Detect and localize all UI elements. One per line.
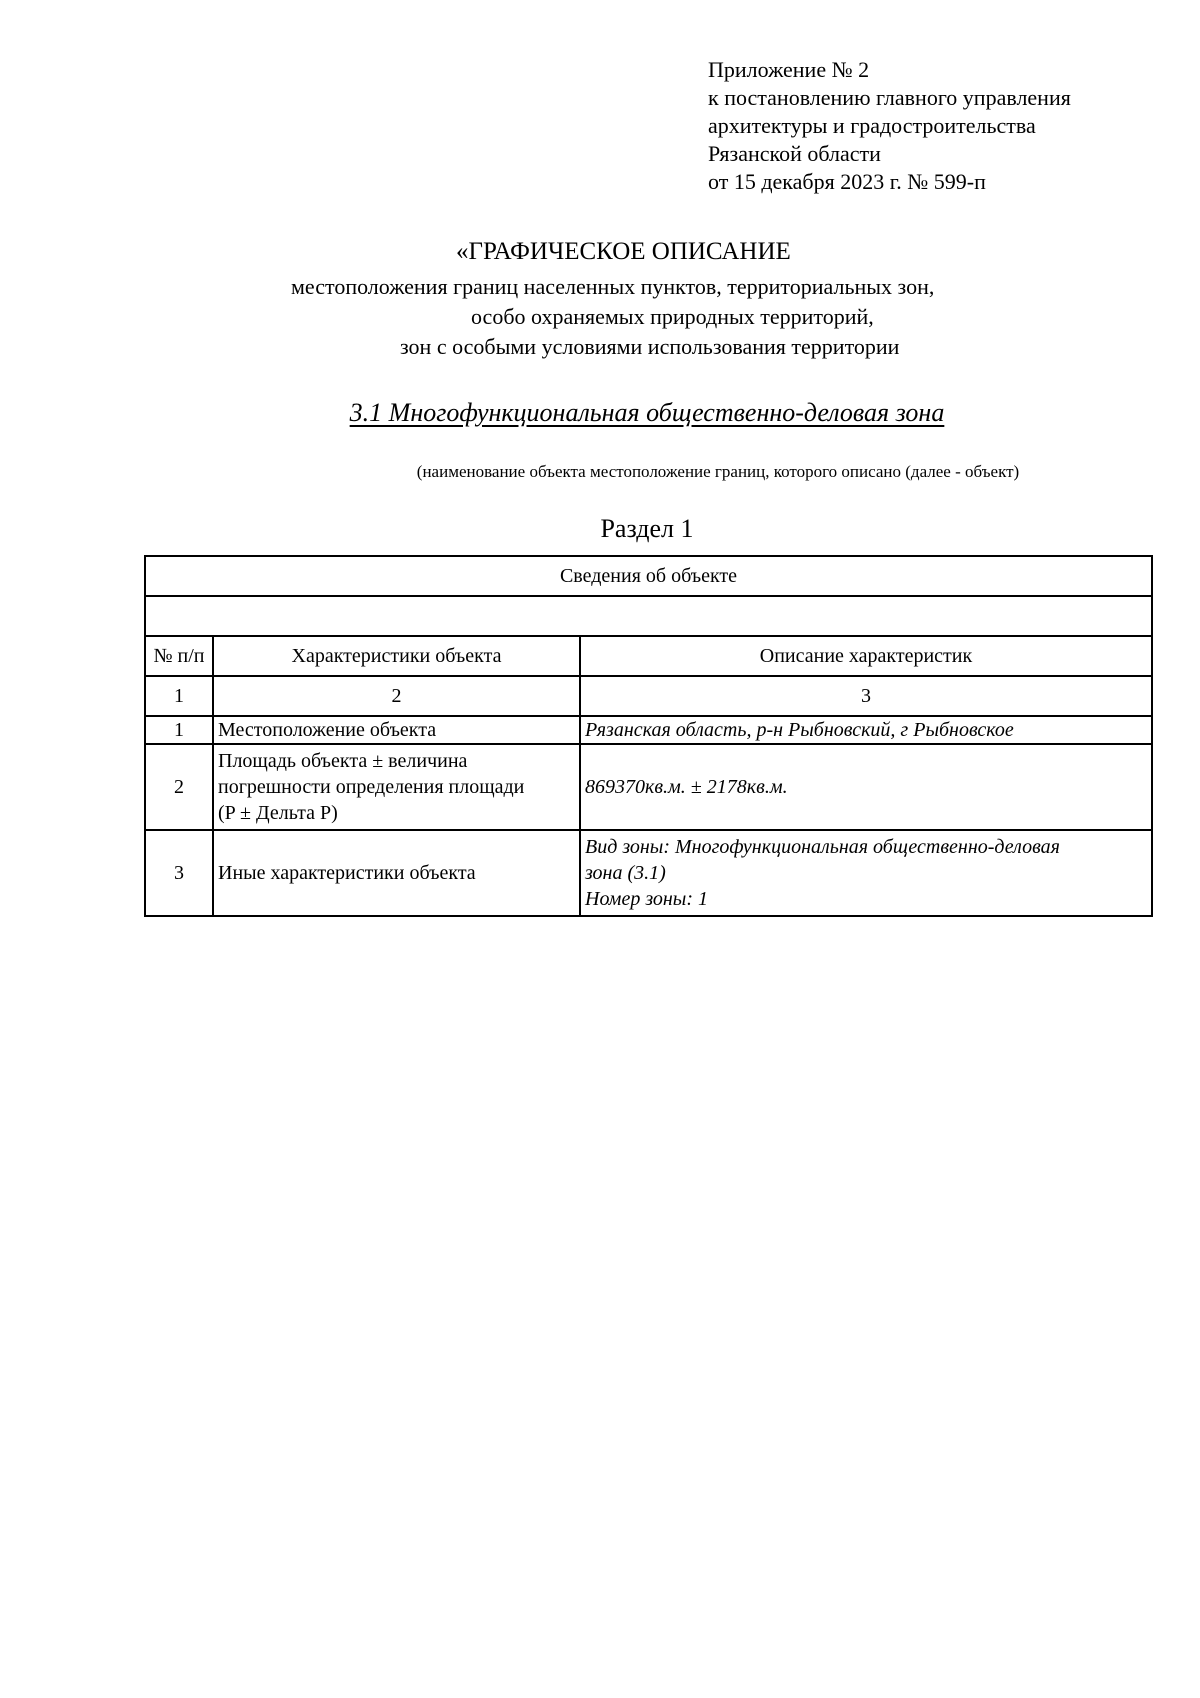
- table-heading: Сведения об объекте: [145, 556, 1152, 596]
- row-description-line: Вид зоны: Многофункциональная общественно-деловая: [585, 836, 1060, 858]
- column-header-characteristic: Характеристики объекта: [213, 636, 580, 676]
- row-description-line: Рязанская область, р-н Рыбновский, г Рыбновское: [585, 719, 1014, 741]
- column-number: 3: [580, 676, 1152, 716]
- appendix-block: [708, 56, 1071, 196]
- column-number: 1: [145, 676, 213, 716]
- object-name-caption: (наименование объекта местоположение границ, которого описано (далее - объект): [416, 462, 1020, 481]
- table-row: [145, 830, 1152, 916]
- object-name: 3.1 Многофункциональная общественно-деловая зона: [349, 398, 945, 427]
- table-column-header-row: [145, 636, 1152, 676]
- appendix-line: к постановлению главного управления: [708, 85, 1071, 110]
- row-description-line: зона (3.1): [585, 862, 666, 884]
- row-characteristic-line: (P ± Дельта P): [218, 802, 338, 824]
- row-description: [580, 744, 1152, 830]
- object-info-table: [144, 555, 1153, 917]
- row-number: 1: [145, 716, 213, 744]
- title-line-4: зон с особыми условиями использования территории: [400, 334, 900, 359]
- table-empty-row: [145, 596, 1152, 636]
- row-description-line: Номер зоны: 1: [585, 888, 708, 910]
- table-empty-cell: [145, 596, 1152, 636]
- title-main: «ГРАФИЧЕСКОЕ ОПИСАНИЕ: [456, 238, 791, 265]
- row-characteristic: [213, 744, 580, 830]
- table-row: [145, 744, 1152, 830]
- row-description: [580, 830, 1152, 916]
- row-description: [580, 716, 1152, 744]
- table-row: [145, 716, 1152, 744]
- row-description-line: 869370кв.м. ± 2178кв.м.: [585, 776, 788, 798]
- title-line-3: особо охраняемых природных территорий,: [471, 304, 874, 329]
- row-number: 3: [145, 830, 213, 916]
- title-line-2: местоположения границ населенных пунктов, территориальных зон,: [291, 274, 935, 299]
- appendix-line: Рязанской области: [708, 141, 881, 166]
- appendix-line: от 15 декабря 2023 г. № 599-п: [708, 169, 986, 194]
- row-characteristic: Местоположение объекта: [213, 716, 580, 744]
- column-number: 2: [213, 676, 580, 716]
- row-characteristic-line: погрешности определения площади: [218, 776, 525, 798]
- appendix-line: Приложение № 2: [708, 57, 870, 82]
- row-characteristic-line: Площадь объекта ± величина: [218, 750, 468, 772]
- row-number: 2: [145, 744, 213, 830]
- table-heading-row: [145, 556, 1152, 596]
- column-header-description: Описание характеристик: [580, 636, 1152, 676]
- section-title: Раздел 1: [600, 514, 694, 543]
- appendix-line: архитектуры и градостроительства: [708, 113, 1036, 138]
- table-column-number-row: [145, 676, 1152, 716]
- row-characteristic: Иные характеристики объекта: [213, 830, 580, 916]
- column-header-number: № п/п: [145, 636, 213, 676]
